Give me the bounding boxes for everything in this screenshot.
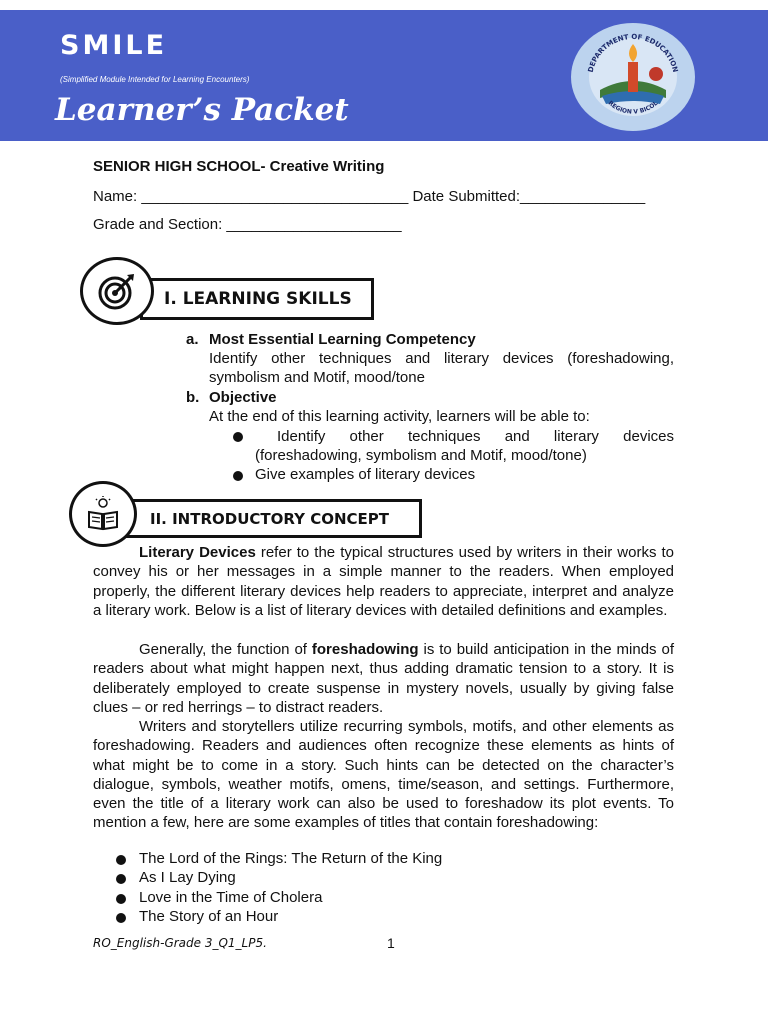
paragraph-literary-devices: Literary Devices refer to the typical structures used by writers in their works to convey his or her messages in a simple manner to the readers. When employed properly, the different literary devices help readers to appreciate, interpret and analyze a literary work. Below is a list of literary devices with detailed definitions and examples. <box>93 544 675 619</box>
section-2-title: II. INTRODUCTORY CONCEPT <box>150 509 389 528</box>
objective-item: Give examples of literary devices <box>255 466 476 483</box>
list-item: The Lord of the Rings: The Return of the King <box>139 850 443 867</box>
target-icon <box>80 257 154 325</box>
grade-section-line: Grade and Section: _____________________ <box>93 216 402 233</box>
objective-title: Objective <box>209 389 277 406</box>
competency-title: Most Essential Learning Competency <box>209 331 476 348</box>
packet-title: Learner’s Packet <box>55 92 349 128</box>
competency-text: Identify other techniques and literary devices (foreshadowing, symbolism and Motif, mood/tone <box>209 350 674 387</box>
deped-seal-logo <box>570 22 696 132</box>
bullet <box>116 894 126 904</box>
section-1-title-box <box>140 278 374 320</box>
item-b-marker: b. <box>186 389 200 406</box>
list-item: Love in the Time of Cholera <box>139 889 323 906</box>
bullet <box>233 432 243 442</box>
list-item: The Story of an Hour <box>139 908 279 925</box>
course-heading: SENIOR HIGH SCHOOL- Creative Writing <box>93 158 385 175</box>
svg-text:REGION V BICOL: REGION V BICOL <box>606 99 660 116</box>
bullet <box>116 913 126 923</box>
name-date-line: Name: ________________________________ Date Submitted:_______________ <box>93 188 646 205</box>
footer-code: RO_English-Grade 3_Q1_LP5. <box>93 936 267 950</box>
objective-item: Identify other techniques and literary devices (foreshadowing, symbolism and Motif, mood/tone) <box>255 428 674 465</box>
item-a-marker: a. <box>186 331 199 348</box>
header-banner <box>0 10 768 141</box>
bullet <box>116 874 126 884</box>
svg-text:DEPARTMENT OF EDUCATION: DEPARTMENT OF EDUCATION <box>586 32 680 74</box>
brand-subtitle: (Simplified Module Intended for Learning Encounters) <box>60 75 250 84</box>
bullet <box>233 471 243 481</box>
list-item: As I Lay Dying <box>139 869 236 886</box>
page-number: 1 <box>387 935 395 951</box>
paragraph-foreshadowing: Generally, the function of foreshadowing is to build anticipation in the minds of readers about what might happen next, thus adding dramatic tension to a story. It is deliberately employed to create suspense in mystery novels, usually by giving false clues – or red herrings – to distract readers. <box>93 641 674 716</box>
section-2-title-box <box>125 499 422 538</box>
brand-title: SMILE <box>60 30 168 61</box>
book-lightbulb-icon <box>69 481 137 547</box>
bullet <box>116 855 126 865</box>
paragraph-symbols-motifs: Writers and storytellers utilize recurring symbols, motifs, and other elements as foreshadowing. Readers and audiences often recognize these elements as hints of what might be to come in a story. Such hints can be detected on the character’s dialogue, symbols, weather motifs, omens, time/season, and settings. Furthermore, even the title of a literary work can also be used to foreshadow its plot events. To mention a few, here are some examples of titles that contain foreshadowing: <box>93 718 674 832</box>
section-1-title: I. LEARNING SKILLS <box>164 289 352 309</box>
objective-intro: At the end of this learning activity, learners will be able to: <box>209 408 590 425</box>
